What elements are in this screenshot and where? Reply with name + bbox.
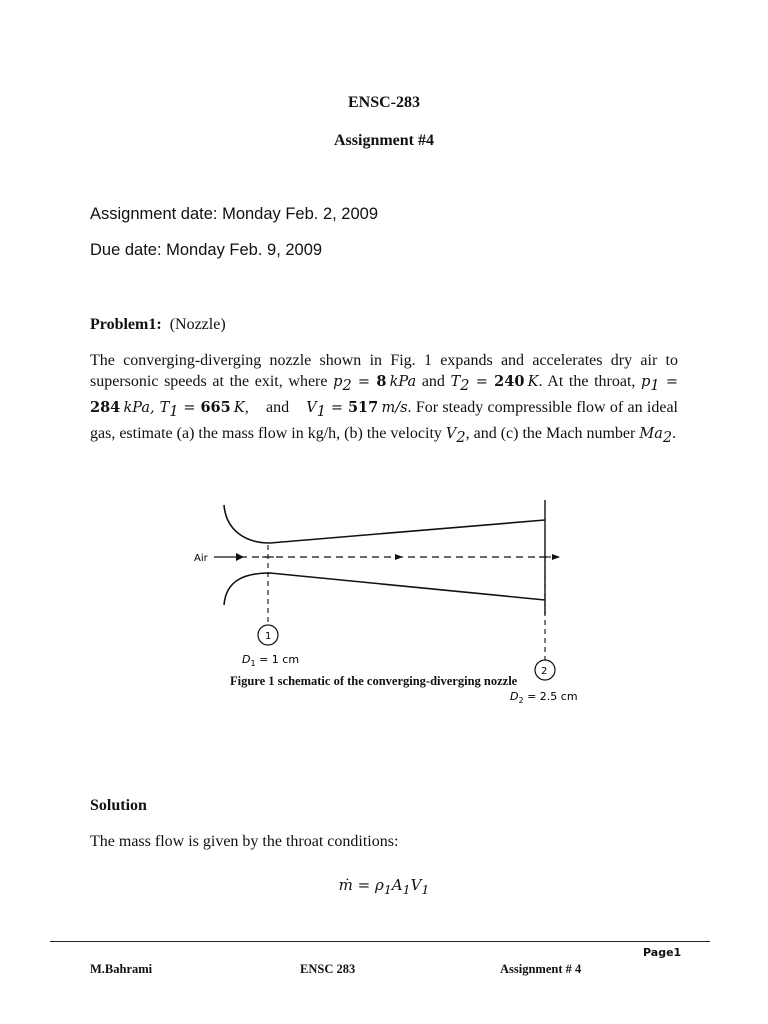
eq-equals: = [352,876,375,894]
d1-label: $D_1 = 1$ cm [242,653,300,668]
problem-heading [90,316,226,334]
assignment-date: Assignment date: Monday Feb. 2, 2009 [90,205,379,223]
assignment-title: Assignment #4 [333,132,434,149]
var-Ma2: Ma [639,426,663,443]
problem-text: , and [244,399,307,417]
unit-T1: K [233,400,245,417]
var-V2-sub: 2 [456,430,466,447]
unit-p1: kPa [123,400,151,417]
value-V1: 517 [347,399,379,417]
footer-divider [50,941,710,942]
eq-velocity: V [410,876,422,894]
var-V1-sub: 1 [316,404,326,421]
unit-p2: kPa [389,374,417,390]
mass-flow-equation [0,876,768,897]
eq-rho: ρ [374,876,384,894]
nozzle-upper-wall [224,505,545,543]
var-p2: p [333,374,343,390]
footer-course: ENSC 283 [300,962,356,976]
problem-text: . For steady compressible flow of an ideal gas, estimate (a) the mass flow in kg/h, (b) the velocity [90,399,679,443]
problem-topic: (Nozzle) [169,316,226,333]
problem-text: . [672,425,677,443]
exit-flow-arrow-head [552,554,560,560]
var-p1: p [641,374,651,390]
nozzle-lower-wall [224,573,545,605]
d2-label: $D_2 = 2.5$ cm [510,690,578,705]
problem-text: , and (c) the Mach number [465,425,640,443]
var-T1: T [159,400,170,417]
equals-sign: = [351,374,377,390]
var-V2: V [445,426,457,443]
problem-text: . At the throat, [538,373,642,390]
unit-V1: m/s [381,400,408,417]
station-2-label: 2 [541,666,548,677]
var-Ma2-sub: 2 [662,430,673,447]
equals-sign: = [178,400,201,417]
eq-velocity-sub: 1 [421,882,430,897]
station-1-label: 1 [265,631,272,642]
equals-sign: = [659,374,679,390]
var-T2: T [450,374,461,390]
var-V1: V [306,400,317,417]
var-T2-sub: 2 [460,378,470,395]
page-number: Page1 [643,946,682,959]
value-T1: 665 [200,399,231,417]
mid-flow-arrow-head [395,554,403,560]
var-p1-sub: 1 [650,378,660,395]
air-arrow-head [236,553,244,561]
var-T1-sub: 1 [169,404,179,421]
course-code: ENSC-283 [347,94,420,111]
problem-statement [90,350,678,450]
eq-area: A [391,876,403,894]
problem-text: and [416,373,451,390]
value-T2: 240 [494,373,525,390]
figure-caption: Figure 1 schematic of the converging-diverging nozzle [230,674,518,688]
unit-T2: K [527,374,539,390]
due-date: Due date: Monday Feb. 9, 2009 [90,241,323,259]
var-p2-sub: 2 [342,378,352,395]
equals-sign: = [326,400,348,417]
eq-area-sub: 1 [402,882,411,897]
problem-text: The converging-diverging nozzle shown in Fig. 1 expands and accelerates dry air to supersonic speeds at the exit, where [90,352,678,390]
value-p1: 284 [90,399,121,417]
footer-author: M.Bahrami [90,962,153,976]
equals-sign: = [469,374,495,390]
solution-intro: The mass flow is given by the throat conditions: [90,833,399,850]
footer-assignment: Assignment # 4 [500,962,582,976]
eq-rho-sub: 1 [383,882,392,897]
eq-mdot: ṁ [338,876,353,894]
air-label: Air [194,553,208,564]
comma: , [150,400,160,417]
problem-label: Problem1: [90,316,162,333]
value-p2: 8 [376,373,387,390]
solution-heading: Solution [90,797,147,814]
